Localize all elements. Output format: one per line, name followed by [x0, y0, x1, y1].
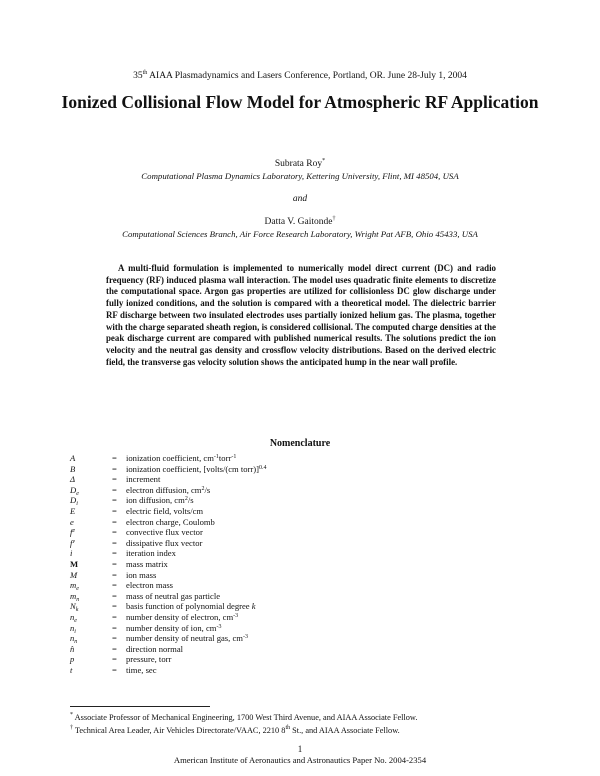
nomenclature-definition: time, sec — [126, 664, 157, 675]
nomenclature-definition: ionization coefficient, [volts/(cm torr)]$^{0.4}$ — [126, 463, 267, 474]
nomenclature-row — [70, 453, 540, 464]
nomenclature-definition: number density of ion, $cm^{-3}$ — [126, 622, 222, 633]
nomenclature-row — [70, 644, 540, 655]
nomenclature-definition: electron diffusion, $cm^2/s$ — [126, 484, 211, 495]
nomenclature-equals: = — [112, 453, 117, 463]
nomenclature-definition: direction normal — [126, 643, 184, 654]
and-separator: and — [292, 194, 308, 204]
nomenclature-symbol: t — [70, 664, 73, 675]
nomenclature-symbol: $D_e$ — [70, 484, 79, 497]
nomenclature-row — [70, 591, 540, 602]
nomenclature-symbol: M — [70, 558, 79, 569]
footnote-2 — [70, 723, 540, 736]
nomenclature-row — [70, 527, 540, 538]
nomenclature-definition: electron mass — [126, 580, 174, 591]
nomenclature-definition: ionization coefficient, $cm^{-1}torr^{-1}$ — [126, 453, 237, 463]
nomenclature-definition: ion mass — [126, 569, 157, 580]
nomenclature-equals: = — [112, 622, 117, 633]
nomenclature-row — [70, 464, 540, 475]
nomenclature-definition: mass of neutral gas particle — [126, 590, 221, 601]
nomenclature-symbol: $D_i$ — [70, 495, 78, 508]
nomenclature-row — [70, 474, 540, 485]
nomenclature-equals: = — [112, 463, 117, 474]
nomenclature-row — [70, 570, 540, 581]
nomenclature-equals: = — [112, 474, 117, 485]
nomenclature-row — [70, 495, 540, 506]
nomenclature-row — [70, 654, 540, 665]
nomenclature-equals: = — [112, 643, 117, 654]
nomenclature-row — [70, 623, 540, 634]
conference-details: AIAA Plasmadynamics and Lasers Conference, Portland, OR. June 28-July 1, 2004 — [147, 71, 467, 82]
footnote-1-text: Associate Professor of Mechanical Engineering, 1700 West Third Avenue, and AIAA Associate Fellow. — [73, 712, 418, 722]
nomenclature-symbol: M — [70, 569, 78, 580]
nomenclature-row — [70, 601, 540, 612]
nomenclature-equals: = — [112, 569, 117, 580]
nomenclature-equals: = — [112, 558, 117, 569]
nomenclature-symbol: A — [70, 453, 76, 463]
nomenclature-equals: = — [112, 537, 117, 548]
nomenclature-equals: = — [112, 495, 117, 506]
author-1-name: Subrata Roy — [274, 159, 323, 170]
nomenclature-symbol: e — [70, 516, 74, 527]
nomenclature-row — [70, 548, 540, 559]
nomenclature-equals: = — [112, 664, 117, 675]
nomenclature-definition: number density of electron, $cm^{-3}$ — [126, 611, 239, 622]
nomenclature-symbol: $n_n$ — [70, 633, 78, 646]
paper-title: Ionized Collisional Flow Model for Atmospheric RF Application — [61, 92, 539, 112]
footnote-2-text: Technical Area Leader, Air Vehicles Directorate/VAAC, 2210 8 — [73, 725, 286, 735]
nomenclature-definition: dissipative flux vector — [126, 537, 203, 548]
page-footer: American Institute of Aeronautics and Astronautics Paper No. 2004-2354 — [173, 755, 427, 765]
conference-number: 35 — [133, 71, 143, 82]
footnote-divider — [70, 706, 210, 707]
nomenclature-equals: = — [112, 590, 117, 601]
nomenclature-symbol: $m_n$ — [70, 590, 80, 603]
nomenclature-row — [70, 580, 540, 591]
nomenclature-title: Nomenclature — [269, 438, 331, 449]
nomenclature-definition: increment — [126, 474, 161, 485]
abstract: A multi-fluid formulation is implemented to numerically model direct current (DC) and radio frequency (RF) induced plasma wall interaction. The model uses quadratic finite elements to discretize the computational space. Argon gas properties are utilized for collisionless DC glow discharge under fully ionized conditions, and the solution is compared with a theoretical model. The dielectric barrier RF discharge between two insulated electrodes uses partially ionized helium gas. The plasma, together with the charge separated sheath region, is considered collisional. The computed charge densities at the peak discharge current are compared with published numerical results. The solutions predict the ion velocity and the neutral gas density and crossflow velocity distributions. Based on the derived electric field, the transverse gas velocity solution shows the anticipated hump in the near wall profile. — [106, 263, 496, 367]
nomenclature-symbol: p — [70, 654, 75, 665]
nomenclature-equals: = — [112, 516, 117, 527]
author-2 — [0, 216, 600, 227]
footnote-2-mark: † — [70, 724, 73, 731]
nomenclature-row — [70, 559, 540, 570]
nomenclature-row — [70, 517, 540, 528]
nomenclature-symbol: n̂ — [70, 643, 75, 654]
author-1 — [0, 158, 600, 169]
footnote-1-mark: * — [70, 712, 73, 718]
nomenclature-symbol: $n_i$ — [70, 622, 76, 635]
conference-header — [0, 70, 600, 81]
nomenclature-definition: mass matrix — [126, 558, 168, 569]
footnote-2-tail: St., and AIAA Associate Fellow. — [290, 725, 400, 735]
conference-number-suffix: th — [142, 70, 148, 76]
footnote-1 — [70, 710, 540, 723]
nomenclature-equals: = — [112, 484, 117, 495]
page-number: 1 — [297, 744, 303, 754]
nomenclature-equals: = — [112, 601, 117, 612]
nomenclature-definition: iteration index — [126, 548, 176, 559]
nomenclature-symbol: $f^v$ — [70, 537, 76, 548]
nomenclature-equals: = — [112, 633, 117, 644]
footnote-2-sup: th — [285, 724, 291, 731]
nomenclature-row — [70, 506, 540, 517]
nomenclature-symbol: i — [70, 548, 73, 559]
nomenclature-symbol: $N_k$ — [70, 601, 79, 614]
nomenclature-definition: electric field, volts/cm — [126, 505, 204, 516]
nomenclature-symbol: $m_e$ — [70, 580, 79, 593]
nomenclature-equals: = — [112, 548, 117, 559]
nomenclature-definition: number density of neutral gas, $cm^{-3}$ — [126, 633, 248, 644]
nomenclature-definition: basis function of polynomial degree k — [126, 601, 256, 612]
nomenclature-symbol: E — [70, 505, 76, 516]
nomenclature-symbol: $f^e$ — [70, 527, 76, 538]
nomenclature-symbol: Δ — [70, 474, 76, 485]
nomenclature-equals: = — [112, 580, 117, 591]
nomenclature-equals: = — [112, 611, 117, 622]
nomenclature-list — [70, 453, 540, 675]
nomenclature-equals: = — [112, 505, 117, 516]
author-1-mark: * — [322, 158, 326, 164]
nomenclature-symbol: B — [70, 463, 76, 474]
nomenclature-definition: convective flux vector — [126, 527, 203, 538]
author-2-name: Datta V. Gaitonde — [264, 217, 333, 228]
nomenclature-equals: = — [112, 527, 117, 538]
nomenclature-definition: electron charge, Coulomb — [126, 516, 215, 527]
nomenclature-row — [70, 612, 540, 623]
author-2-affiliation: Computational Sciences Branch, Air Force Research Laboratory, Wright Pat AFB, Ohio 45433, USA — [122, 229, 478, 239]
footnotes — [70, 710, 540, 736]
nomenclature-row — [70, 538, 540, 549]
nomenclature-definition: pressure, torr — [126, 654, 172, 665]
nomenclature-row — [70, 633, 540, 644]
nomenclature-row — [70, 665, 540, 676]
author-2-mark: † — [332, 216, 336, 222]
nomenclature-equals: = — [112, 654, 117, 665]
nomenclature-symbol: $n_e$ — [70, 611, 77, 624]
nomenclature-row — [70, 485, 540, 496]
author-1-affiliation: Computational Plasma Dynamics Laboratory, Kettering University, Flint, MI 48504, USA — [141, 171, 459, 181]
nomenclature-definition: ion diffusion, $cm^2/s$ — [126, 495, 194, 506]
